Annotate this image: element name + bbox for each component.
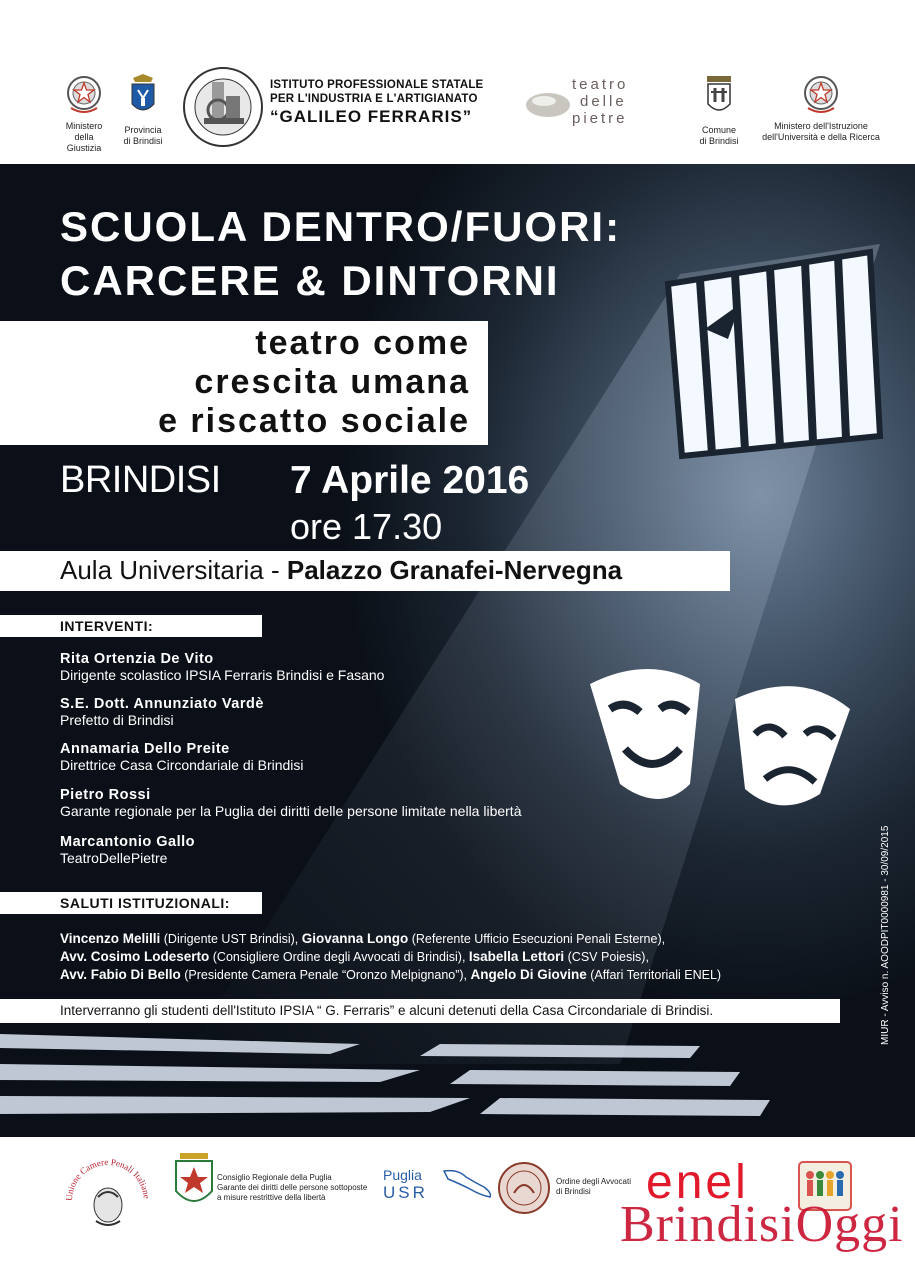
speaker-name: Marcantonio Gallo xyxy=(60,834,195,850)
saluti-name: Giovanna Longo xyxy=(301,931,409,946)
event-city: BRINDISI xyxy=(60,459,221,501)
consiglio-line: Consiglio Regionale della Puglia xyxy=(217,1173,332,1182)
interventi-label: INTERVENTI: xyxy=(60,618,154,634)
speaker-name: Rita Ortenzia De Vito xyxy=(60,651,214,667)
saluti-name: Isabella Lettori xyxy=(468,949,565,964)
speaker-item xyxy=(60,651,384,683)
footer xyxy=(0,1137,915,1282)
subtitle-line: e riscatto sociale xyxy=(158,402,470,440)
saluti-line xyxy=(60,930,665,948)
saluti-label: SALUTI ISTITUZIONALI: xyxy=(60,895,230,911)
saluti-line xyxy=(60,966,721,984)
speaker-role: Prefetto di Brindisi xyxy=(60,712,174,728)
speaker-item xyxy=(60,696,264,728)
event-venue xyxy=(60,555,622,586)
speaker-role: Garante regionale per la Puglia dei diritti delle persone limitate nella libertà xyxy=(60,803,522,819)
logo-provincia-brindisi xyxy=(118,72,168,147)
venue-name: Palazzo Granafei-Nervegna xyxy=(286,555,623,585)
camere-penali-text: Unione Camere Penali Italiane xyxy=(63,1156,152,1202)
brindisioggi-watermark: BrindisiOggi xyxy=(620,1196,904,1253)
consiglio-line: a misure restrittive della libertà xyxy=(217,1193,326,1202)
subtitle-line: crescita umana xyxy=(194,363,470,401)
logo-comune-brindisi xyxy=(694,72,744,147)
usr-word: USR xyxy=(383,1183,428,1202)
teatro-logo-word: teatro xyxy=(572,76,629,93)
speaker-role: Direttrice Casa Circondariale di Brindisi xyxy=(60,757,304,773)
saluti-role: (CSV Poiesis), xyxy=(564,950,649,964)
speaker-name: Pietro Rossi xyxy=(60,787,151,803)
ordine-avvocati-seal-icon xyxy=(497,1161,551,1215)
saluti-role: (Dirigente UST Brindisi), xyxy=(160,932,302,946)
venue-prefix: Aula Universitaria - xyxy=(60,555,287,585)
consiglio-regionale-caption xyxy=(217,1173,367,1203)
logo-miur xyxy=(758,74,884,143)
speaker-item xyxy=(60,741,304,773)
saluti-name: Avv. Cosimo Lodeserto xyxy=(60,949,210,964)
title-line: SCUOLA DENTRO/FUORI: xyxy=(60,203,622,250)
provincia-shield-icon xyxy=(127,72,159,120)
logo-caption: Provincia di Brindisi xyxy=(123,125,163,146)
stone-icon xyxy=(524,90,572,118)
italian-emblem-icon xyxy=(65,74,103,116)
ordine-line: Ordine degli Avvocati xyxy=(556,1177,632,1186)
title-line: CARCERE & DINTORNI xyxy=(60,257,560,304)
speaker-item xyxy=(60,834,195,866)
side-text: MIUR - Avviso n. AOODPIT0000981 - 30/09/2015 xyxy=(880,825,891,1045)
logo-caption: Ministero della Giustizia xyxy=(65,121,103,153)
ordine-line: di Brindisi xyxy=(556,1187,591,1196)
italian-emblem-icon xyxy=(802,74,840,116)
school-name-line: ISTITUTO PROFESSIONALE STATALE xyxy=(270,79,484,91)
speaker-role: Dirigente scolastico IPSIA Ferraris Brindisi e Fasano xyxy=(60,667,385,683)
speaker-role: TeatroDellePietre xyxy=(60,850,168,866)
speaker-name: S.E. Dott. Annunziato Vardè xyxy=(60,696,264,712)
speaker-name: Annamaria Dello Preite xyxy=(60,741,230,757)
consiglio-line: Garante dei diritti delle persone sottoposte xyxy=(217,1183,368,1192)
event-time: ore 17.30 xyxy=(290,506,443,547)
saluti-role: (Presidente Camera Penale “Oronzo Melpignano”), xyxy=(180,968,471,982)
note-text: Interverranno gli studenti dell'Istituto IPSIA “ G. Ferraris” e alcuni detenuti della Casa Circondariale di Brindisi. xyxy=(60,1003,714,1018)
camere-penali-logo xyxy=(60,1153,156,1249)
saluti-name: Angelo Di Giovine xyxy=(470,967,587,982)
saluti-line xyxy=(60,948,649,966)
event-date: 7 Aprile 2016 xyxy=(290,459,530,502)
saluti-name: Avv. Fabio Di Bello xyxy=(60,967,181,982)
logo-caption: Comune di Brindisi xyxy=(699,125,739,146)
school-name-line: PER L'INDUSTRIA E L'ARTIGIANATO xyxy=(270,93,478,105)
school-name xyxy=(270,78,483,128)
logo-caption: Ministero dell'Istruzione dell'Università e della Ricerca xyxy=(762,121,880,142)
teatro-delle-pietre-logo xyxy=(572,76,628,127)
school-seal-icon xyxy=(182,66,264,148)
ordine-avvocati-caption xyxy=(556,1177,631,1197)
saluti-role: (Consigliere Ordine degli Avvocati di Brindisi), xyxy=(209,950,469,964)
puglia-map-icon xyxy=(440,1165,496,1201)
puglia-region-shield-icon xyxy=(174,1151,214,1213)
school-name-main: “GALILEO FERRARIS” xyxy=(270,107,473,126)
subtitle-line: teatro come xyxy=(255,324,470,362)
event-subtitle xyxy=(0,324,470,441)
comune-shield-icon xyxy=(703,72,735,120)
teatro-logo-word: delle xyxy=(580,93,627,110)
enel-logo: enel xyxy=(646,1156,749,1209)
logo-ministero-giustizia xyxy=(58,74,110,154)
header xyxy=(0,0,915,164)
saluti-role: (Referente Ufficio Esecuzioni Penali Esterne), xyxy=(408,932,666,946)
puglia-usr-word: Puglia xyxy=(383,1167,422,1183)
saluti-role: (Affari Territoriali ENEL) xyxy=(586,968,722,982)
event-title xyxy=(60,200,621,308)
speaker-item xyxy=(60,787,522,819)
saluti-name: Vincenzo Melilli xyxy=(60,931,161,946)
teatro-logo-word: pietre xyxy=(572,110,628,127)
